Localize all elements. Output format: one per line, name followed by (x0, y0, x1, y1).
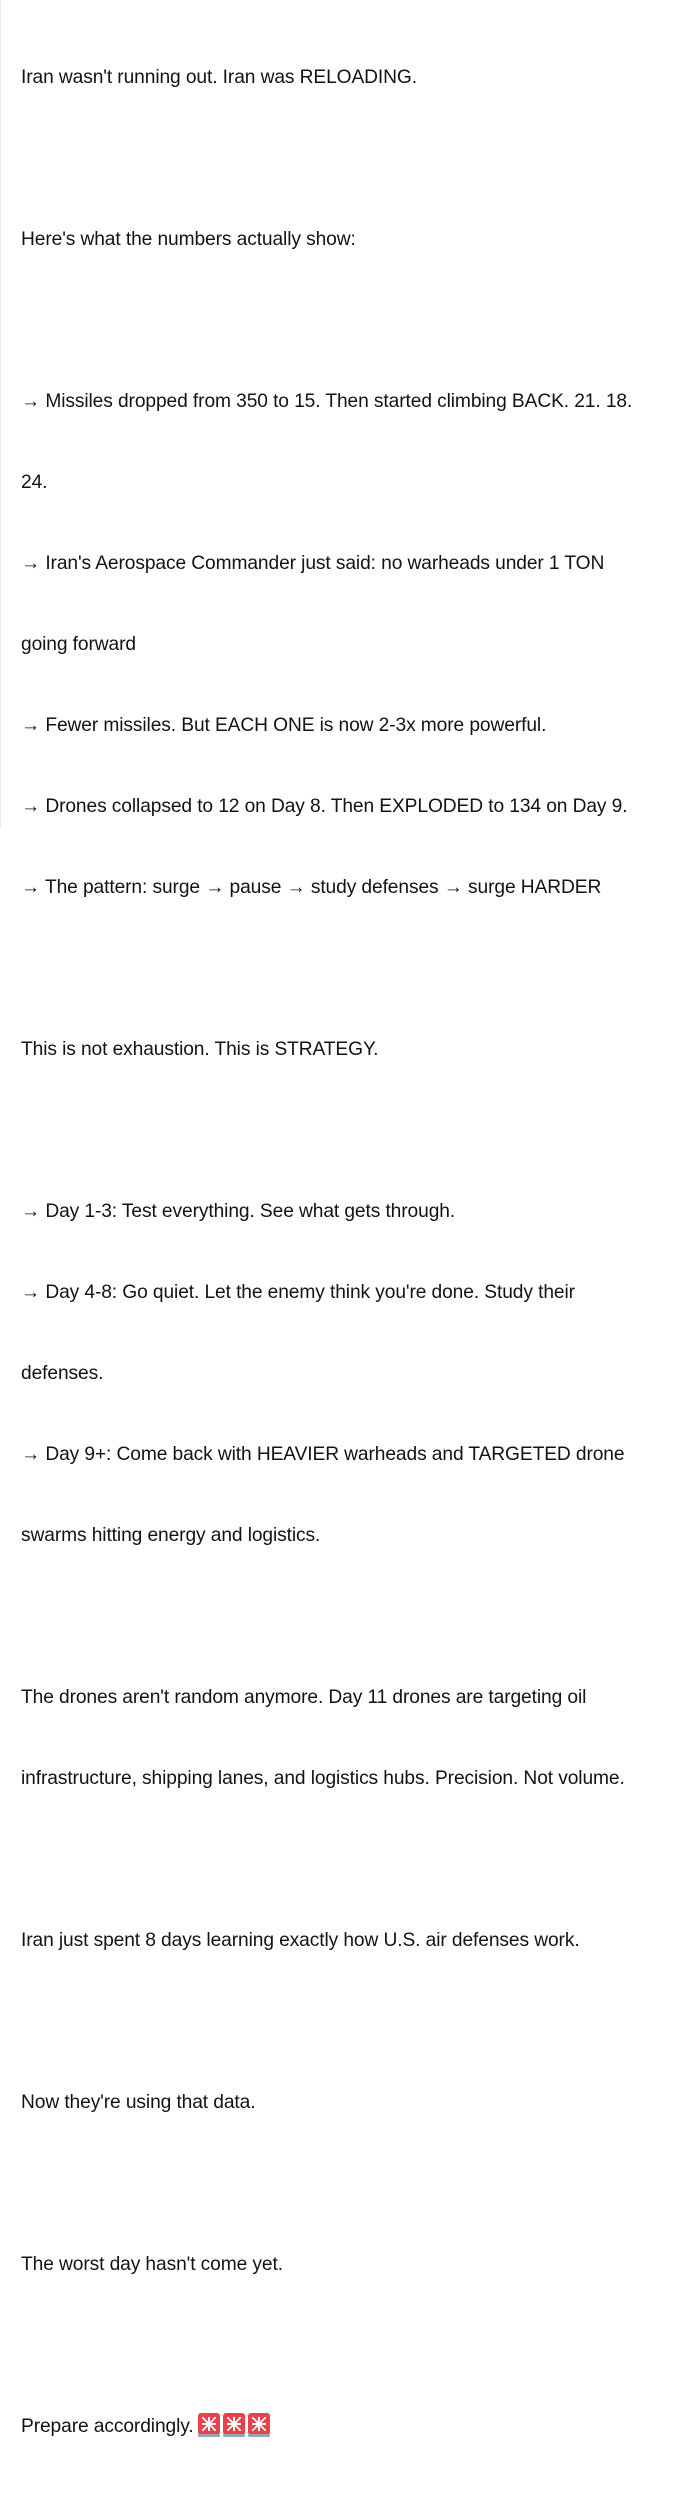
text-line: 24. (21, 472, 48, 493)
paragraph-numbers-intro (21, 172, 669, 307)
emoji-group (198, 2413, 270, 2435)
text-line: swarms hitting energy and logistics. (21, 1525, 321, 1546)
paragraph-gap (21, 955, 669, 982)
text-line: going forward (21, 634, 136, 655)
paragraph-learning (21, 1873, 669, 2008)
left-border (0, 0, 1, 828)
police-siren-icon (248, 2413, 270, 2435)
text-line: → Fewer missiles. But EACH ONE is now 2-3x more powerful. (21, 715, 547, 736)
paragraph-gap (21, 2170, 669, 2197)
police-siren-icon (198, 2413, 220, 2435)
paragraph-worst-day (21, 2197, 669, 2332)
paragraph-strategy (21, 982, 669, 1117)
paragraph-gap (21, 1846, 669, 1873)
text-line: Iran just spent 8 days learning exactly how U.S. air defenses work. (21, 1930, 580, 1951)
text-line: → Iran's Aerospace Commander just said: no warheads under 1 TON (21, 553, 605, 574)
text-line: The worst day hasn't come yet. (21, 2254, 283, 2275)
text-line: → Drones collapsed to 12 on Day 8. Then EXPLODED to 134 on Day 9. (21, 796, 628, 817)
text-line: → The pattern: surge → pause → study defenses → surge HARDER (21, 877, 602, 898)
paragraph-gap (21, 145, 669, 172)
text-line: infrastructure, shipping lanes, and logistics hubs. Precision. Not volume. (21, 1768, 625, 1789)
text-line: → Day 4-8: Go quiet. Let the enemy think you're done. Study their (21, 1282, 575, 1303)
text-line: → Day 1-3: Test everything. See what gets through. (21, 1201, 456, 1222)
text-line: The drones aren't random anymore. Day 11 drones are targeting oil (21, 1687, 587, 1708)
paragraph-data (21, 2035, 669, 2170)
paragraph-day-list (21, 1144, 669, 1603)
text-line: → Day 9+: Come back with HEAVIER warheads and TARGETED drone (21, 1444, 625, 1465)
paragraph-gap (21, 1117, 669, 1144)
paragraph-gap (21, 2008, 669, 2035)
text-line: defenses. (21, 1363, 104, 1384)
text-line: This is not exhaustion. This is STRATEGY. (21, 1039, 379, 1060)
paragraph-prepare (21, 2359, 669, 2494)
paragraph-reloading (21, 10, 669, 145)
text-line: Iran wasn't running out. Iran was RELOADING. (21, 67, 417, 88)
paragraph-drones (21, 1630, 669, 1846)
prepare-text: Prepare accordingly. (21, 2416, 194, 2437)
police-siren-icon (223, 2413, 245, 2435)
text-line: Here's what the numbers actually show: (21, 229, 356, 250)
text-line: Now they're using that data. (21, 2092, 256, 2113)
paragraph-numbers-list (21, 334, 669, 955)
post-text-body (21, 10, 669, 2494)
paragraph-gap (21, 307, 669, 334)
paragraph-gap (21, 2332, 669, 2359)
text-line: → Missiles dropped from 350 to 15. Then started climbing BACK. 21. 18. (21, 391, 633, 412)
paragraph-gap (21, 1603, 669, 1630)
text-line-prepare (21, 2413, 669, 2440)
